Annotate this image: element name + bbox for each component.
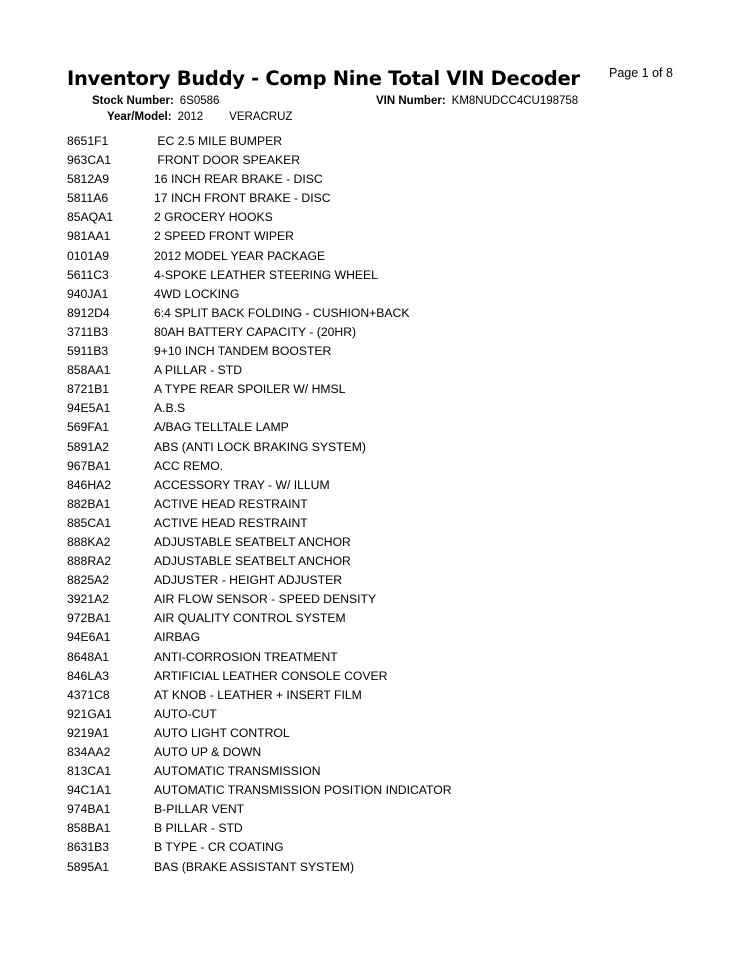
option-row <box>67 839 707 858</box>
option-description: ADJUSTABLE SEATBELT ANCHOR <box>154 554 351 569</box>
option-code: 885CA1 <box>67 515 112 530</box>
option-code: 888KA2 <box>67 534 111 549</box>
option-code: 974BA1 <box>67 802 111 817</box>
option-code: 858BA1 <box>67 821 111 836</box>
option-code: 5812A9 <box>67 172 110 187</box>
option-row <box>67 687 707 706</box>
option-code: 813CA1 <box>67 764 112 779</box>
option-code: 8721B1 <box>67 382 110 397</box>
option-code: 882BA1 <box>67 496 111 511</box>
option-code: 8912D4 <box>67 305 110 320</box>
option-code: 921GA1 <box>67 706 112 721</box>
option-description: 2 SPEED FRONT WIPER <box>154 229 294 244</box>
option-code: 972BA1 <box>67 611 111 626</box>
option-row <box>67 649 707 668</box>
option-row <box>67 362 707 381</box>
option-description: AUTO-CUT <box>154 706 217 721</box>
option-row <box>67 343 707 362</box>
year-value: 2012 <box>177 111 204 123</box>
option-description: 4WD LOCKING <box>154 286 240 301</box>
option-description: ACTIVE HEAD RESTRAINT <box>154 496 308 511</box>
option-description: ACC REMO. <box>154 458 224 473</box>
option-code: 981AA1 <box>67 229 111 244</box>
option-row <box>67 553 707 572</box>
option-description: ADJUSTER - HEIGHT ADJUSTER <box>154 573 343 588</box>
option-code: 94E5A1 <box>67 401 111 416</box>
option-description: ABS (ANTI LOCK BRAKING SYSTEM) <box>154 439 366 454</box>
option-row <box>67 725 707 744</box>
option-description: AUTO LIGHT CONTROL <box>154 725 290 740</box>
option-row <box>67 228 707 247</box>
option-code: 8651F1 <box>67 134 109 148</box>
option-row <box>67 209 707 228</box>
option-description: B TYPE - CR COATING <box>154 840 284 855</box>
option-row <box>67 133 707 152</box>
option-row <box>67 782 707 801</box>
option-row <box>67 706 707 725</box>
option-description: AUTOMATIC TRANSMISSION POSITION INDICATOR <box>154 783 452 798</box>
option-description: FRONT DOOR SPEAKER <box>154 153 301 168</box>
option-code: 846LA3 <box>67 668 110 683</box>
stock-number <box>92 95 219 107</box>
option-description: 4-SPOKE LEATHER STEERING WHEEL <box>154 267 378 282</box>
option-description: BAS (BRAKE ASSISTANT SYSTEM) <box>154 859 355 874</box>
option-description: AT KNOB - LEATHER + INSERT FILM <box>154 687 362 702</box>
option-row <box>67 267 707 286</box>
option-row <box>67 629 707 648</box>
option-code: 5811A6 <box>67 191 109 206</box>
option-description: AIR FLOW SENSOR - SPEED DENSITY <box>154 592 377 607</box>
option-description: 2012 MODEL YEAR PACKAGE <box>154 248 326 263</box>
option-list <box>67 133 707 878</box>
option-row <box>67 610 707 629</box>
option-description: AUTOMATIC TRANSMISSION <box>154 764 321 779</box>
option-row <box>67 458 707 477</box>
option-description: 80AH BATTERY CAPACITY - (20HR) <box>154 324 357 339</box>
option-code: 846HA2 <box>67 477 112 492</box>
option-code: 963CA1 <box>67 153 112 168</box>
option-code: 94C1A1 <box>67 783 112 798</box>
option-code: 85AQA1 <box>67 210 114 225</box>
option-code: 5911B3 <box>67 344 109 359</box>
option-code: 5611C3 <box>67 267 109 282</box>
option-description: AIRBAG <box>154 630 201 645</box>
option-description: A PILLAR - STD <box>154 363 243 378</box>
option-row <box>67 171 707 190</box>
page-number: Page 1 of 8 <box>609 66 673 80</box>
vin-number-value: KM8NUDCC4CU198758 <box>451 95 579 107</box>
option-row <box>67 744 707 763</box>
option-code: 3921A2 <box>67 592 110 607</box>
option-code: 888RA2 <box>67 554 112 569</box>
option-description: ANTI-CORROSION TREATMENT <box>154 649 338 664</box>
option-code: 967BA1 <box>67 458 111 473</box>
option-description: B-PILLAR VENT <box>154 802 245 817</box>
option-row <box>67 515 707 534</box>
option-code: 940JA1 <box>67 286 109 301</box>
option-code: 5891A2 <box>67 439 110 454</box>
option-row <box>67 286 707 305</box>
option-description: A.B.S <box>154 401 186 416</box>
option-row <box>67 668 707 687</box>
option-code: 3711B3 <box>67 324 109 339</box>
option-description: AIR QUALITY CONTROL SYSTEM <box>154 611 346 626</box>
option-row <box>67 496 707 515</box>
vin-number-label: VIN Number: <box>376 95 446 107</box>
option-row <box>67 763 707 782</box>
option-row <box>67 859 707 878</box>
option-description: ADJUSTABLE SEATBELT ANCHOR <box>154 534 351 549</box>
option-code: 4371C8 <box>67 687 110 702</box>
option-description: 16 INCH REAR BRAKE - DISC <box>154 172 323 187</box>
option-row <box>67 591 707 610</box>
option-code: 569FA1 <box>67 420 110 435</box>
option-row <box>67 439 707 458</box>
option-row <box>67 324 707 343</box>
option-description: B PILLAR - STD <box>154 821 243 836</box>
option-row <box>67 419 707 438</box>
option-row <box>67 534 707 553</box>
option-code: 858AA1 <box>67 363 111 378</box>
option-row <box>67 572 707 591</box>
option-description: 9+10 INCH TANDEM BOOSTER <box>154 344 332 359</box>
option-row <box>67 820 707 839</box>
option-description: ARTIFICIAL LEATHER CONSOLE COVER <box>154 668 388 683</box>
option-row <box>67 190 707 209</box>
option-row <box>67 248 707 267</box>
option-code: 834AA2 <box>67 745 111 759</box>
option-row <box>67 152 707 171</box>
option-code: 9219A1 <box>67 725 110 740</box>
option-code: 8631B3 <box>67 840 110 855</box>
stock-number-value: 6S0586 <box>179 95 220 107</box>
vin-number <box>376 95 578 107</box>
option-description: 2 GROCERY HOOKS <box>154 210 273 225</box>
option-description: A/BAG TELLTALE LAMP <box>154 420 289 435</box>
option-description: EC 2.5 MILE BUMPER <box>154 134 283 148</box>
option-description: AUTO UP & DOWN <box>154 745 262 759</box>
option-row <box>67 801 707 820</box>
option-description: A TYPE REAR SPOILER W/ HMSL <box>154 382 346 397</box>
option-code: 8648A1 <box>67 649 110 664</box>
option-row <box>67 400 707 419</box>
option-description: ACTIVE HEAD RESTRAINT <box>154 515 308 530</box>
option-code: 8825A2 <box>67 573 110 588</box>
year-model-label: Year/Model: <box>107 111 172 123</box>
stock-number-label: Stock Number: <box>92 95 174 107</box>
option-code: 0101A9 <box>67 248 110 263</box>
option-description: ACCESSORY TRAY - W/ ILLUM <box>154 477 330 492</box>
option-row <box>67 381 707 400</box>
year-model <box>107 111 292 123</box>
option-row <box>67 477 707 496</box>
option-row <box>67 305 707 324</box>
option-description: 17 INCH FRONT BRAKE - DISC <box>154 191 331 206</box>
model-value: VERACRUZ <box>229 111 293 123</box>
option-code: 5895A1 <box>67 859 110 874</box>
option-description: 6:4 SPLIT BACK FOLDING - CUSHION+BACK <box>154 305 410 320</box>
option-code: 94E6A1 <box>67 630 111 645</box>
report-title: Inventory Buddy - Comp Nine Total VIN Decoder <box>67 67 580 90</box>
